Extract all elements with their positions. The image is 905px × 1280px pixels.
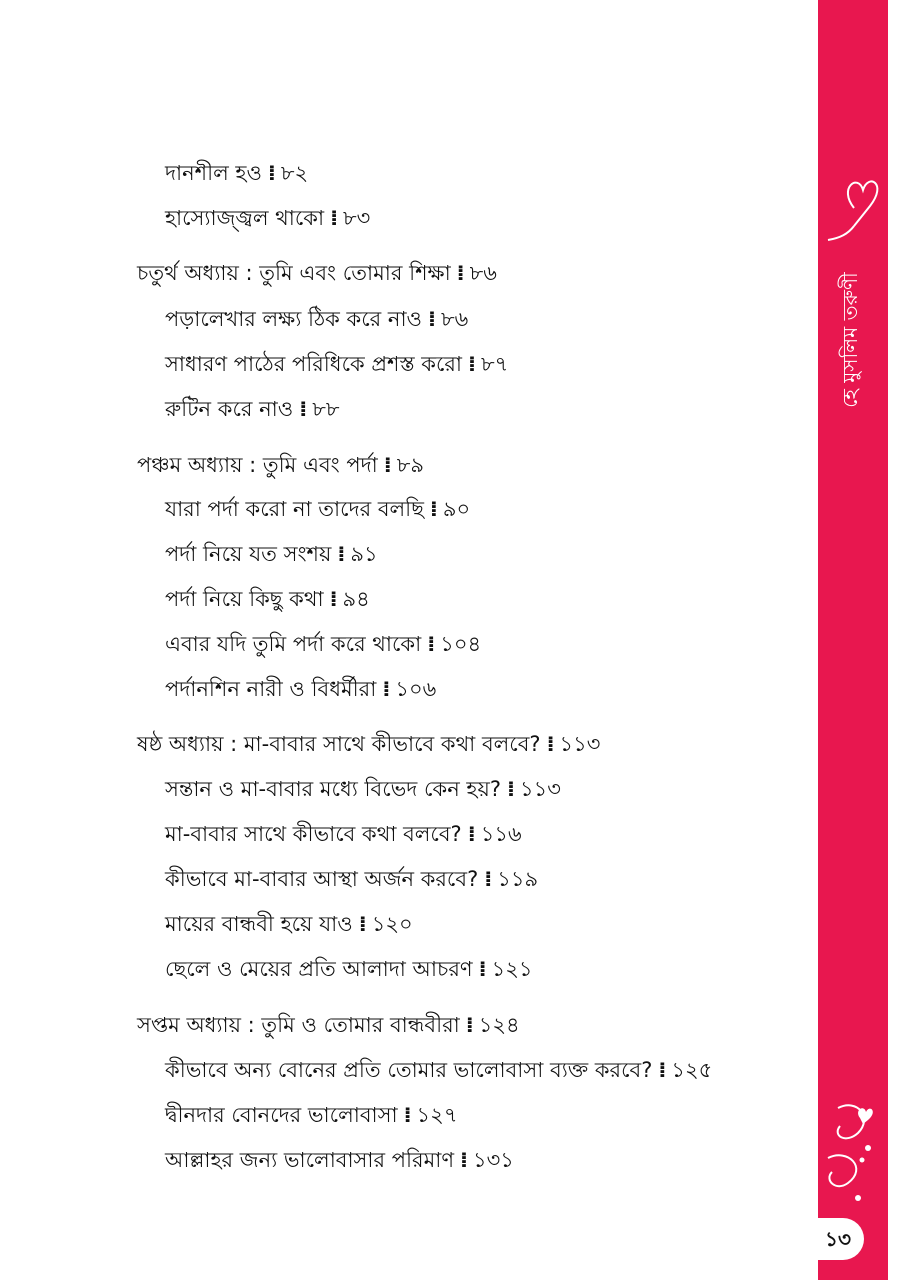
toc-entry: মা-বাবার সাথে কীভাবে কথা বলবে? ⁞ ১১৬ bbox=[165, 819, 522, 849]
toc-separator: ⁞ bbox=[383, 453, 391, 477]
toc-entry: দানশীল হও ⁞ ৮২ bbox=[165, 158, 308, 188]
toc-separator: ⁞ bbox=[506, 777, 514, 801]
toc-separator: ⁞ bbox=[403, 1103, 411, 1127]
toc-entry: এবার যদি তুমি পর্দা করে থাকো ⁞ ১০৪ bbox=[165, 629, 481, 659]
toc-entry: পর্দা নিয়ে যত সংশয় ⁞ ৯১ bbox=[165, 539, 378, 569]
toc-entry: দ্বীনদার বোনদের ভালোবাসা ⁞ ১২৭ bbox=[165, 1100, 457, 1130]
toc-entry: ছেলে ও মেয়ের প্রতি আলাদা আচরণ ⁞ ১২১ bbox=[165, 954, 533, 984]
toc-separator: ⁞ bbox=[358, 912, 366, 936]
toc-entry: পর্দা নিয়ে কিছু কথা ⁞ ৯৪ bbox=[165, 584, 370, 614]
toc-separator: ⁞ bbox=[465, 1013, 473, 1037]
toc-separator: ⁞ bbox=[484, 867, 492, 891]
toc-separator: ⁞ bbox=[299, 397, 307, 421]
toc-entry: কীভাবে মা-বাবার আস্থা অর্জন করবে? ⁞ ১১৯ bbox=[165, 864, 538, 894]
toc-separator: ⁞ bbox=[330, 206, 338, 230]
toc-chapter-heading: চতুর্থ অধ্যায় : তুমি এবং তোমার শিক্ষা ⁞ ৮৬ bbox=[137, 258, 497, 288]
toc-entry: পড়ালেখার লক্ষ্য ঠিক করে নাও ⁞ ৮৬ bbox=[165, 304, 468, 334]
toc-entry: আল্লাহর জন্য ভালোবাসার পরিমাণ ⁞ ১৩১ bbox=[165, 1145, 514, 1175]
toc-separator: ⁞ bbox=[427, 632, 435, 656]
toc-separator: ⁞ bbox=[467, 822, 475, 846]
floral-swirl-icon bbox=[818, 1088, 888, 1218]
toc-entry: হাস্যোজ্জ্বল থাকো ⁞ ৮৩ bbox=[165, 203, 370, 233]
toc-entry: সাধারণ পাঠের পরিধিকে প্রশস্ত করো ⁞ ৮৭ bbox=[165, 349, 508, 379]
page-number: ১৩ bbox=[812, 1218, 864, 1260]
toc-separator: ⁞ bbox=[546, 732, 554, 756]
toc-entry: পর্দানশিন নারী ও বিধর্মীরা ⁞ ১০৬ bbox=[165, 674, 436, 704]
toc-separator: ⁞ bbox=[429, 497, 437, 521]
toc-separator: ⁞ bbox=[478, 957, 486, 981]
toc-separator: ⁞ bbox=[337, 542, 345, 566]
toc-separator: ⁞ bbox=[460, 1148, 467, 1172]
heart-ornament-icon bbox=[818, 168, 888, 258]
toc-separator: ⁞ bbox=[382, 677, 390, 701]
toc-separator: ⁞ bbox=[428, 307, 435, 331]
toc-entry: মায়ের বান্ধবী হয়ে যাও ⁞ ১২০ bbox=[165, 909, 413, 939]
toc-separator: ⁞ bbox=[658, 1058, 666, 1082]
toc-entry: যারা পর্দা করো না তাদের বলছি ⁞ ৯০ bbox=[165, 494, 470, 524]
toc-separator: ⁞ bbox=[329, 587, 337, 611]
toc-chapter-heading: সপ্তম অধ্যায় : তুমি ও তোমার বান্ধবীরা ⁞ ১২৪ bbox=[137, 1010, 520, 1040]
toc-chapter-heading: পঞ্চম অধ্যায় : তুমি এবং পর্দা ⁞ ৮৯ bbox=[137, 450, 424, 480]
toc-chapter-heading: ষষ্ঠ অধ্যায় : মা-বাবার সাথে কীভাবে কথা বলবে? ⁞ ১১৩ bbox=[137, 729, 600, 759]
toc-entry: কীভাবে অন্য বোনের প্রতি তোমার ভালোবাসা ব্যক্ত করবে? ⁞ ১২৫ bbox=[165, 1055, 712, 1085]
toc-entry: সন্তান ও মা-বাবার মধ্যে বিভেদ কেন হয়? ⁞ ১১৩ bbox=[165, 774, 561, 804]
toc-separator: ⁞ bbox=[468, 352, 476, 376]
toc-entry: রুটিন করে নাও ⁞ ৮৮ bbox=[165, 394, 339, 424]
toc-separator: ⁞ bbox=[267, 161, 275, 185]
toc-separator: ⁞ bbox=[456, 261, 464, 285]
